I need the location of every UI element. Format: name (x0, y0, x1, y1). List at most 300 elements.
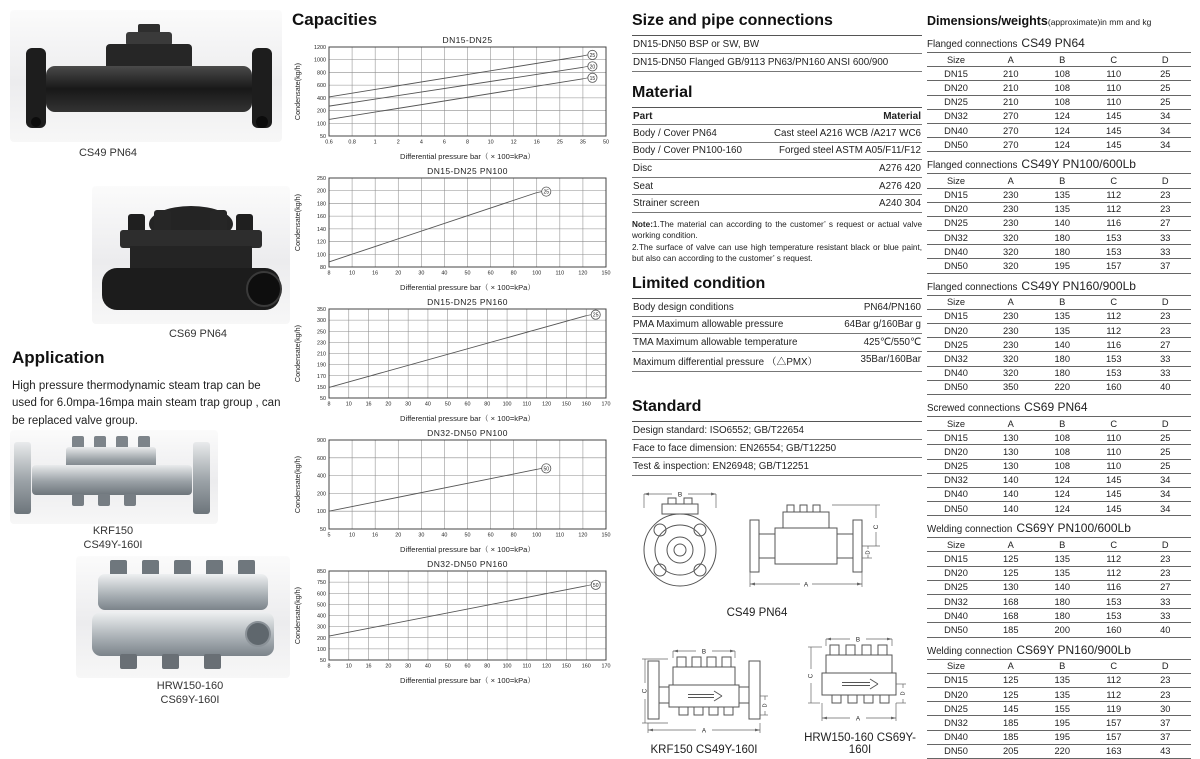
cell: C (1110, 539, 1118, 550)
dim-row (927, 595, 1191, 609)
cell: 153 (1105, 353, 1122, 364)
cell: 153 (1105, 610, 1122, 621)
spec-value: 35Bar/160Bar (860, 354, 921, 366)
cell: 125 (1002, 675, 1019, 686)
cell: 153 (1105, 232, 1122, 243)
spec-value: A276 420 (879, 180, 921, 192)
cell: DN15 (944, 311, 968, 322)
cell: DN32 (944, 596, 968, 607)
capacity-chart-dn32-dn50-pn100 (292, 427, 628, 558)
cell: 23 (1160, 554, 1171, 565)
chart-svg (292, 427, 628, 555)
material-note (632, 219, 922, 265)
list-row: Face to face dimension: EN26554; GB/T12250 (632, 440, 922, 458)
cell: C (1110, 297, 1118, 308)
dim-row (927, 110, 1191, 124)
cell: 37 (1160, 732, 1171, 743)
svg-text:300: 300 (317, 624, 326, 631)
cell: 185 (1002, 717, 1019, 728)
cell: 119 (1106, 703, 1122, 714)
cell: 43 (1160, 746, 1171, 757)
cell: A (1007, 297, 1014, 308)
cell: 205 (1002, 746, 1019, 757)
cell: 112 (1106, 689, 1122, 700)
cell: 195 (1054, 732, 1070, 743)
spec-label: Maximum differential pressure （△PMX） (633, 357, 818, 369)
cell: 37 (1160, 717, 1171, 728)
svg-text:120: 120 (317, 239, 326, 246)
application-section (12, 348, 286, 430)
cell: DN40 (944, 610, 968, 621)
dim-row (927, 745, 1191, 759)
cell: 140 (1002, 503, 1019, 514)
cell: 108 (1054, 446, 1070, 457)
cell: 210 (1002, 82, 1019, 93)
dim-header-row (927, 538, 1191, 552)
svg-text:12: 12 (510, 139, 517, 146)
svg-text:50: 50 (320, 396, 326, 402)
svg-text:1200: 1200 (314, 45, 326, 51)
hrw150-drawing-cell (798, 633, 922, 756)
cell: 168 (1002, 610, 1019, 621)
dim-table-cs49y-pn160 (927, 295, 1191, 395)
spec-row (632, 178, 922, 196)
svg-text:20: 20 (395, 270, 402, 277)
cell: 33 (1160, 353, 1171, 364)
svg-text:900: 900 (317, 438, 326, 444)
svg-text:850: 850 (317, 569, 326, 575)
dim-row (927, 124, 1191, 138)
cell: 125 (1002, 554, 1019, 565)
svg-text:100: 100 (317, 509, 326, 516)
cell: 195 (1054, 717, 1070, 728)
svg-text:200: 200 (317, 188, 326, 195)
cell: DN40 (944, 368, 968, 379)
spec-row (632, 334, 922, 352)
svg-text:110: 110 (522, 401, 532, 408)
cell: 116 (1106, 339, 1122, 350)
svg-text:210: 210 (317, 351, 326, 358)
cell: 153 (1105, 246, 1122, 257)
technical-drawing-cs49 (632, 490, 922, 619)
cell: 23 (1160, 204, 1171, 215)
note-line-2: 2.The surface of valve can use high temperature resistant black or blue paint, but also can according to the customer’ s request. (632, 242, 922, 264)
cell: 220 (1054, 382, 1070, 393)
capacity-chart-dn32-dn50-pn160 (292, 558, 628, 689)
svg-text:50: 50 (603, 139, 609, 146)
cell: 230 (1002, 190, 1019, 201)
svg-text:350: 350 (317, 307, 326, 313)
cell: DN50 (944, 382, 968, 393)
cell: DN25 (944, 218, 968, 229)
cell: 153 (1105, 368, 1122, 379)
cell: 33 (1160, 232, 1171, 243)
svg-text:200: 200 (317, 108, 326, 115)
cell: 210 (1002, 68, 1019, 79)
cell: DN15 (944, 68, 968, 79)
table-subheader (927, 157, 1191, 171)
dimensions-column (927, 12, 1191, 759)
cell: 110 (1106, 446, 1122, 457)
svg-text:150: 150 (561, 663, 571, 670)
cell: C (1110, 54, 1118, 65)
capacity-chart-dn15-dn25 (292, 34, 628, 165)
svg-text:5: 5 (327, 532, 331, 539)
spec-label: PMA Maximum allowable pressure (633, 319, 784, 331)
series-line-DN15-DN25 (329, 316, 586, 388)
cell: D (1161, 175, 1169, 186)
cell: 270 (1002, 139, 1019, 150)
svg-text:0.8: 0.8 (348, 139, 356, 146)
cell: 110 (1106, 82, 1122, 93)
cell: 145 (1105, 503, 1122, 514)
cell: 230 (1002, 311, 1019, 322)
dim-table-cs69-pn64 (927, 416, 1191, 516)
cell: DN20 (944, 82, 968, 93)
cell: 140 (1002, 475, 1019, 486)
cell: DN20 (944, 689, 968, 700)
cell: DN50 (944, 261, 968, 272)
cell: DN20 (944, 446, 968, 457)
svg-text:120: 120 (578, 270, 588, 277)
chart-svg (292, 558, 628, 686)
cell: 110 (1106, 97, 1122, 108)
cell: 145 (1002, 703, 1019, 714)
dim-row (927, 231, 1191, 245)
connection-kind: Flanged connections (927, 281, 1018, 293)
cell: 153 (1105, 596, 1122, 607)
svg-text:30: 30 (418, 270, 425, 277)
svg-text:DN15-DN25 PN160: DN15-DN25 PN160 (427, 297, 508, 307)
cell: 124 (1054, 111, 1070, 122)
dim-row (927, 381, 1191, 395)
cell: 40 (1160, 382, 1171, 393)
dim-label-a: A (855, 715, 861, 723)
cell: 112 (1106, 675, 1122, 686)
dimensions-title-main: Dimensions/weights (927, 14, 1048, 28)
model-name: CS69Y PN100/600Lb (1016, 521, 1131, 536)
cs49-drawing (632, 490, 912, 600)
dim-table-cs69y-pn100 (927, 537, 1191, 637)
cell: 34 (1160, 475, 1171, 486)
capacities-column (292, 10, 628, 689)
svg-text:80: 80 (510, 532, 517, 539)
svg-text:Differential pressure bar（ × 1: Differential pressure bar（ × 100=kPa） (400, 545, 535, 554)
svg-text:80: 80 (510, 270, 517, 277)
spec-value: Cast steel A216 WCB /A217 WC6 (773, 127, 921, 139)
svg-text:150: 150 (601, 270, 611, 277)
dim-row (927, 674, 1191, 688)
dim-row (927, 189, 1191, 203)
cell: 130 (1002, 446, 1019, 457)
cell: 124 (1054, 489, 1070, 500)
cell: 195 (1054, 261, 1070, 272)
model-name: CS69 PN64 (1024, 399, 1088, 414)
cell: DN20 (944, 204, 968, 215)
cell: 230 (1002, 218, 1019, 229)
spec-row (632, 125, 922, 143)
connection-kind: Flanged connections (927, 160, 1018, 172)
cell: B (1059, 297, 1066, 308)
cell: 320 (1002, 232, 1019, 243)
dim-row (927, 460, 1191, 474)
dim-row (927, 245, 1191, 259)
spec-row (632, 143, 922, 161)
svg-text:10: 10 (349, 270, 356, 277)
svg-text:400: 400 (317, 613, 326, 620)
svg-text:120: 120 (578, 532, 588, 539)
cell: A (1007, 539, 1014, 550)
svg-text:8: 8 (327, 401, 331, 408)
cell: 23 (1160, 689, 1171, 700)
product-photo-hrw150 (76, 556, 290, 678)
svg-text:180: 180 (317, 201, 326, 208)
product-label: CS69 PN64 (168, 328, 228, 340)
model-name: CS49Y PN100/600Lb (1021, 157, 1136, 172)
cell: 34 (1160, 503, 1171, 514)
spec-label: Body / Cover PN100-160 (633, 145, 742, 157)
dimensions-title-suffix: (approximate)in mm and kg (1047, 17, 1152, 27)
cell: 27 (1160, 339, 1171, 350)
svg-text:190: 190 (317, 362, 326, 369)
cell: 145 (1105, 111, 1122, 122)
spec-row (632, 195, 922, 213)
svg-text:25: 25 (589, 52, 596, 59)
cell: B (1059, 175, 1066, 186)
cell: 135 (1054, 568, 1070, 579)
dim-row (927, 310, 1191, 324)
svg-text:Condensate(kg/h): Condensate(kg/h) (293, 193, 302, 252)
table-subheader (927, 279, 1191, 293)
dim-table-cs69y-pn160 (927, 659, 1191, 759)
svg-text:30: 30 (418, 532, 425, 539)
limited-condition-title: Limited condition (632, 274, 766, 292)
dim-row (927, 488, 1191, 502)
list-row: Test & inspection: EN26948; GB/T12251 (632, 458, 922, 476)
cell: 25 (1160, 97, 1171, 108)
svg-text:25: 25 (543, 189, 550, 196)
cell: 25 (1160, 461, 1171, 472)
svg-text:50: 50 (543, 466, 550, 473)
dim-row (927, 431, 1191, 445)
svg-text:Differential pressure bar（ × 1: Differential pressure bar（ × 100=kPa） (400, 676, 535, 685)
svg-text:16: 16 (372, 270, 379, 277)
cell: 37 (1160, 261, 1171, 272)
cell: 110 (1106, 461, 1122, 472)
svg-text:60: 60 (464, 663, 471, 670)
cell: DN25 (944, 461, 968, 472)
valve-photo-illustration (10, 10, 282, 142)
model-name: CS69Y PN160/900Lb (1016, 642, 1131, 657)
cell: 320 (1002, 353, 1019, 364)
product-label: HRW150-160 CS69Y-160I (156, 680, 224, 706)
svg-text:25: 25 (592, 312, 599, 319)
dim-label-d: D (900, 691, 907, 696)
svg-text:100: 100 (532, 270, 542, 277)
product-photo-krf150 (10, 430, 218, 524)
svg-text:100: 100 (317, 646, 326, 653)
spec-label: TMA Maximum allowable temperature (633, 336, 798, 348)
svg-text:110: 110 (555, 532, 565, 539)
cell: Size (946, 539, 966, 550)
cell: 168 (1002, 596, 1019, 607)
cell: B (1059, 418, 1066, 429)
dim-row (927, 67, 1191, 81)
dim-row (927, 567, 1191, 581)
cell: 33 (1160, 596, 1171, 607)
svg-text:250: 250 (317, 329, 326, 336)
technical-drawings-bottom (638, 633, 922, 756)
svg-text:300: 300 (317, 318, 326, 325)
svg-text:50: 50 (320, 134, 326, 140)
svg-text:2: 2 (396, 139, 400, 146)
svg-text:20: 20 (395, 532, 402, 539)
svg-text:10: 10 (349, 532, 356, 539)
svg-text:1: 1 (373, 139, 377, 146)
svg-text:20: 20 (589, 64, 596, 71)
dim-label-b: B (855, 636, 861, 644)
svg-text:16: 16 (365, 663, 372, 670)
svg-text:20: 20 (385, 401, 392, 408)
cell: D (1161, 539, 1169, 550)
svg-text:DN32-DN50 PN100: DN32-DN50 PN100 (427, 428, 508, 438)
cell: Size (946, 175, 966, 186)
connection-kind: Screwed connections (927, 402, 1021, 414)
cell: 25 (1160, 432, 1171, 443)
cell: 40 (1160, 624, 1171, 635)
svg-text:50: 50 (464, 270, 471, 277)
dim-table-cs49-pn64 (927, 52, 1191, 152)
cell: DN20 (944, 568, 968, 579)
svg-text:150: 150 (561, 401, 571, 408)
cell: 33 (1160, 246, 1171, 257)
cell: 135 (1054, 689, 1070, 700)
material-header-material: Material (883, 110, 921, 122)
cell: D (1161, 54, 1169, 65)
cell: DN50 (944, 624, 968, 635)
cell: DN15 (944, 554, 968, 565)
cell: 320 (1002, 368, 1019, 379)
cell: 145 (1105, 475, 1122, 486)
svg-text:60: 60 (464, 401, 471, 408)
cell: DN25 (944, 582, 968, 593)
spec-row (632, 352, 922, 373)
cell: 135 (1054, 190, 1070, 201)
cell: A (1007, 175, 1014, 186)
material-table (632, 125, 922, 213)
cell: 320 (1002, 246, 1019, 257)
svg-text:40: 40 (441, 270, 448, 277)
svg-text:500: 500 (317, 602, 326, 609)
svg-text:100: 100 (532, 532, 542, 539)
dim-row (927, 338, 1191, 352)
cell: 108 (1054, 461, 1070, 472)
krf150-drawing (638, 645, 770, 737)
spec-label: Seat (633, 180, 654, 192)
dim-row (927, 367, 1191, 381)
svg-text:Condensate(kg/h): Condensate(kg/h) (293, 455, 302, 514)
svg-text:0.6: 0.6 (325, 139, 333, 146)
spec-value: 425℃/550℃ (863, 336, 921, 348)
drawing-caption: HRW150-160 CS69Y-160I (804, 732, 916, 757)
svg-text:50: 50 (444, 401, 451, 408)
svg-text:80: 80 (484, 401, 491, 408)
svg-text:30: 30 (405, 663, 412, 670)
svg-text:200: 200 (317, 635, 326, 642)
cell: 135 (1054, 554, 1070, 565)
svg-text:DN32-DN50 PN160: DN32-DN50 PN160 (427, 559, 508, 569)
dim-row (927, 609, 1191, 623)
cell: 140 (1054, 218, 1070, 229)
cell: DN15 (944, 190, 968, 201)
capacities-title: Capacities (292, 10, 378, 29)
cell: 125 (1002, 568, 1019, 579)
table-subheader (927, 400, 1191, 414)
cell: 163 (1105, 746, 1122, 757)
cell: A (1007, 418, 1014, 429)
svg-text:50: 50 (592, 582, 599, 589)
cell: 230 (1002, 325, 1019, 336)
svg-text:150: 150 (317, 384, 326, 391)
svg-text:110: 110 (555, 270, 565, 277)
spec-label: Disc (633, 162, 653, 174)
svg-text:160: 160 (581, 663, 591, 670)
cell: 185 (1002, 732, 1019, 743)
cell: 124 (1054, 125, 1070, 136)
cell: 210 (1002, 97, 1019, 108)
cell: DN32 (944, 111, 968, 122)
cell: 112 (1106, 190, 1122, 201)
cell: 200 (1054, 624, 1070, 635)
note-line-1: 1.The material can according to the customer’ s request or actual valve working condition. (632, 219, 922, 241)
cell: 116 (1106, 218, 1122, 229)
svg-text:40: 40 (441, 532, 448, 539)
svg-text:40: 40 (424, 663, 431, 670)
cell: DN15 (944, 432, 968, 443)
spec-value: 64Bar g/160Bar g (844, 319, 921, 331)
dim-label-a: A (803, 581, 809, 589)
cell: DN20 (944, 325, 968, 336)
cell: 112 (1106, 325, 1122, 336)
svg-text:750: 750 (317, 580, 326, 587)
svg-text:100: 100 (502, 663, 512, 670)
svg-text:250: 250 (317, 176, 326, 182)
cell: 108 (1054, 97, 1070, 108)
cell: 34 (1160, 125, 1171, 136)
cell: 145 (1105, 139, 1122, 150)
svg-text:160: 160 (581, 401, 591, 408)
dim-label-c: C (807, 674, 815, 679)
valve-photo-illustration (76, 556, 290, 678)
cell: 135 (1054, 311, 1070, 322)
limited-condition-table (632, 298, 922, 372)
dim-label-c: C (641, 689, 649, 694)
svg-text:16: 16 (533, 139, 540, 146)
dim-row (927, 731, 1191, 745)
spec-value: A240 304 (879, 198, 921, 210)
standard-table (632, 421, 922, 476)
connection-kind: Welding connection (927, 645, 1013, 657)
spec-row (632, 317, 922, 335)
cell: 160 (1105, 382, 1122, 393)
cell: 157 (1105, 717, 1122, 728)
cell: 116 (1106, 582, 1122, 593)
drawing-caption: KRF150 CS49Y-160I (650, 744, 758, 757)
svg-text:50: 50 (464, 532, 471, 539)
cell: 180 (1054, 368, 1070, 379)
cell: Size (946, 418, 966, 429)
product-photo-cs49-pn64 (10, 10, 282, 142)
